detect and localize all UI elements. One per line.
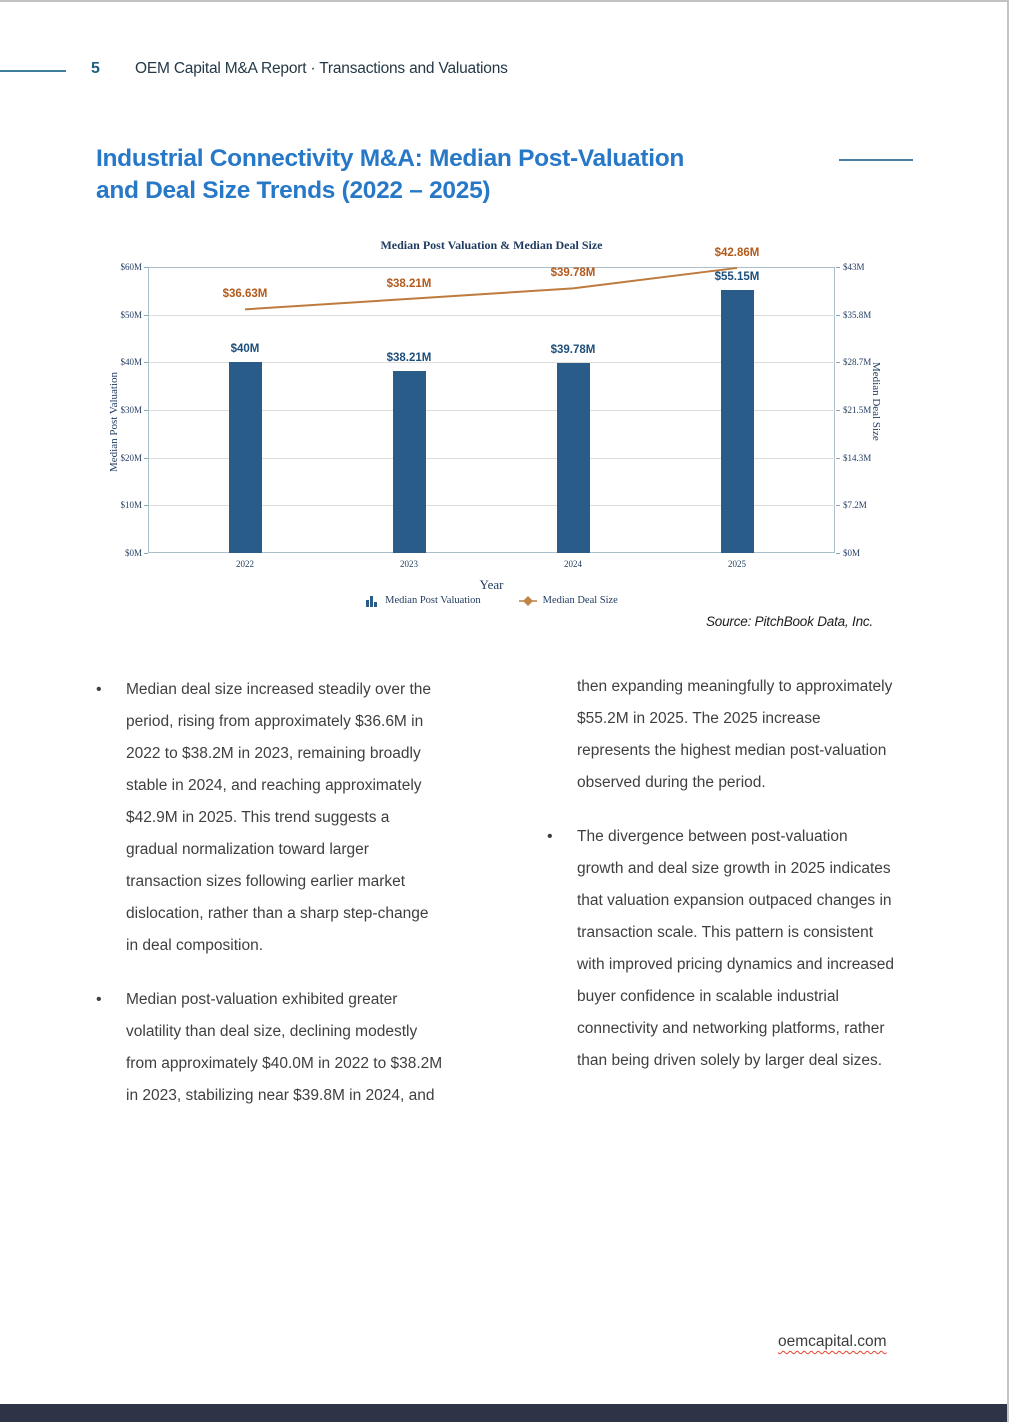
y-axis-left-tick: $50M [120, 309, 142, 320]
y-axis-right-tick: $43M [843, 262, 865, 272]
bullet-text: Median post-valuation exhibited greater volatility than deal size, declining modestly from approximately $40.0M in 2022 to $38.2M in 2023, stabilizing near $39.8M in 2024, and [126, 991, 443, 1104]
source-credit: Source: PitchBook Data, Inc. [706, 614, 873, 629]
line-value-label: $42.86M [714, 246, 760, 259]
header-title: OEM Capital M&A Report · Transactions and Valuations [135, 60, 508, 77]
bullet-text: Median deal size increased steadily over the period, rising from approximately $36.6M in 2022 to $38.2M in 2023, remaining broadly stable in 2024, and reaching approximately $42.9M in 2025. This trend suggests a gradual normalization toward larger transaction sizes following earlier market dislocation, rather than a sharp step-change in deal composition. [126, 681, 432, 954]
y-axis-right-tick: $14.3M [843, 452, 872, 463]
line-value-label: $39.78M [550, 267, 596, 280]
page-number: 5 [91, 60, 100, 77]
y-axis-right-tick: $21.5M [843, 405, 872, 415]
page-title-line1: Industrial Connectivity M&A: Median Post-Valuation [96, 145, 685, 172]
page-title [96, 143, 684, 207]
paragraph-text: then expanding meaningfully to approximately $55.2M in 2025. The 2025 increase represents the highest median post-valuation observed during the period. [577, 678, 893, 791]
y-axis-left-tick: $0M [124, 548, 142, 558]
bar-value-label: $38.21M [386, 351, 432, 364]
text-column-left [96, 674, 444, 1134]
x-axis-tick-2023: 2023 [400, 559, 418, 569]
page-title-line2: and Deal Size Trends (2022 – 2025) [96, 177, 491, 204]
bullet-text: The divergence between post-valuation growth and deal size growth in 2025 indicates that valuation expansion outpaced changes in transaction scale. This pattern is consistent with improved pricing dynamics and increased buyer confidence in scalable industrial connectivity and networking platforms, rather than being driven solely by larger deal sizes. [577, 828, 895, 1069]
bottom-bar [0, 1404, 1009, 1422]
legend-label-deal-size: Median Deal Size [542, 595, 618, 606]
y-axis-left-tick: $20M [120, 452, 142, 463]
y-axis-right-tick: $7.2M [843, 500, 867, 511]
bullet-marker [547, 821, 577, 1077]
bullet-deal-size-trend [96, 674, 444, 962]
y-axis-right-tick: $28.7M [843, 357, 872, 368]
y-axis-left-tick: $40M [120, 357, 142, 368]
text-column-right [547, 671, 895, 1099]
header-rule [0, 70, 66, 72]
bullet-post-valuation-trend [96, 984, 444, 1112]
bullet-marker [547, 671, 577, 799]
paragraph-continuation [547, 671, 895, 799]
bar-value-label: $39.78M [550, 344, 596, 357]
x-axis-tick-2022: 2022 [236, 559, 254, 569]
bar-value-label: $55.15M [714, 271, 760, 284]
combo-chart [100, 234, 900, 619]
bullet-divergence [547, 821, 895, 1077]
x-axis-tick-2025: 2025 [728, 559, 746, 569]
y-axis-left-tick: $60M [120, 262, 142, 272]
bullet-marker [96, 984, 126, 1112]
chart-title: Median Post Valuation & Median Deal Size [380, 238, 603, 252]
x-axis-tick-2024: 2024 [564, 559, 582, 569]
title-rule [839, 159, 913, 161]
y-axis-right-tick: $35.8M [843, 309, 872, 320]
x-axis-title: Year [479, 577, 504, 592]
y-axis-left-tick: $30M [120, 405, 142, 415]
bullet-marker [96, 674, 126, 962]
y-axis-title-right: Median Deal Size [870, 362, 882, 441]
legend-label-post-valuation: Median Post Valuation [385, 595, 481, 606]
line-value-label: $36.63M [222, 288, 268, 301]
line-value-label: $38.21M [386, 277, 432, 290]
y-axis-left-tick: $10M [120, 500, 142, 511]
y-axis-right-tick: $0M [843, 548, 861, 558]
website-link[interactable]: oemcapital.com [778, 1333, 887, 1350]
bar-value-label: $40M [230, 343, 260, 356]
y-axis-title-left: Median Post Valuation [108, 371, 120, 472]
